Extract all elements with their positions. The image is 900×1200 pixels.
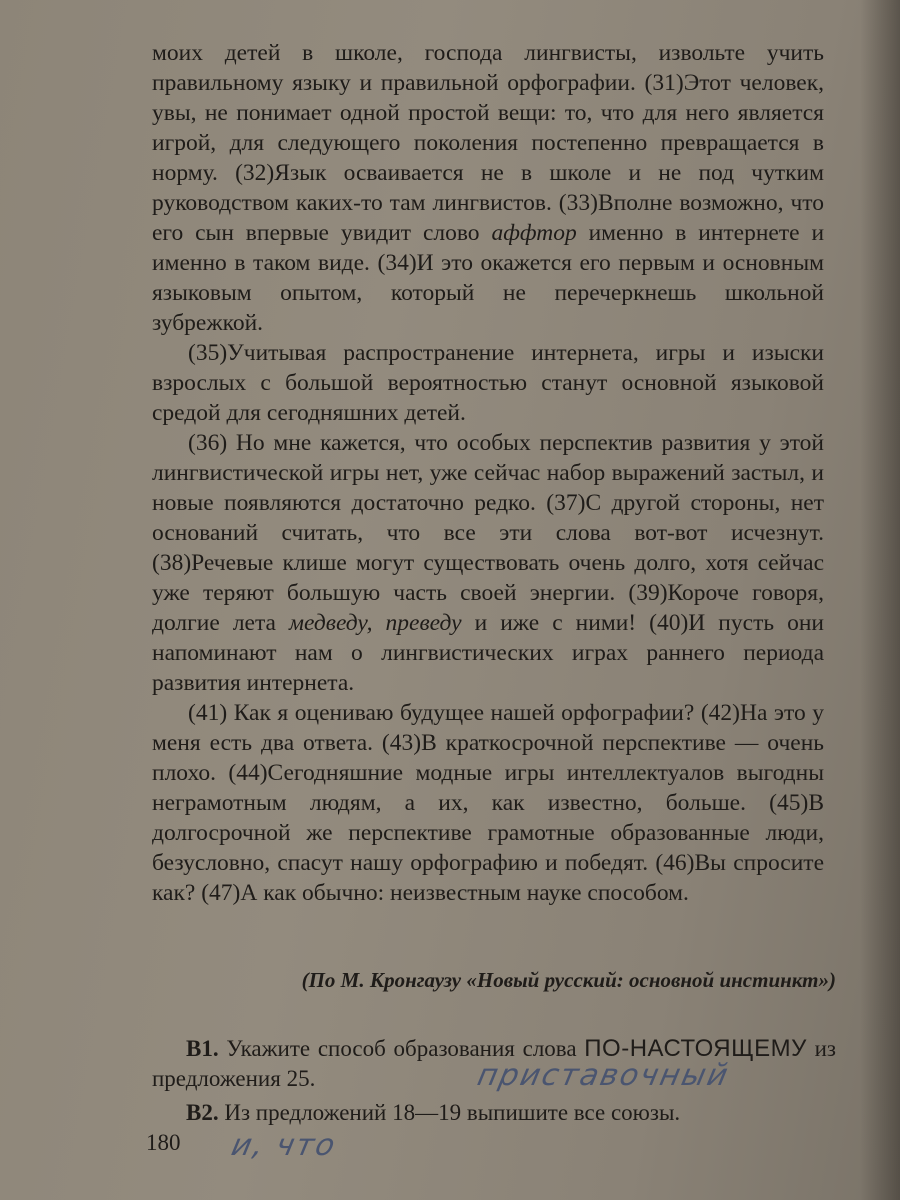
paragraph-3: (36) Но мне кажется, что особых перспектив развития у этой лингвистической игры нет, уже сейчас набор выражений застыл, и новые появляются достаточно редко. (37)С другой стороны, нет оснований считать, что все эти слова вот-вот исчезнут. (38)Речевые клише могут существовать очень долго, хотя сейчас уже теряют большую часть своей энергии. (39)Короче говоря, долгие лета медведу, преведу и иже с ними! (40)И пусть они напоминают нам о лингвистических играх раннего периода развития интернета. <box>152 430 824 696</box>
paragraph-1: моих детей в школе, господа лингвисты, извольте учить правильному языку и правильной орфографии. (31)Этот человек, увы, не понимает одной простой вещи: то, что для него является игрой, для следующего поколения постепенно превращается в норму. (32)Язык осваивается не в школе и не под чутким руководством каких-то там лингвистов. (33)Вполне возможно, что его сын впервые увидит слово аффтор именно в интернете и именно в таком виде. (34)И это окажется его первым и основным языковым опытом, который не перечеркнешь школьной зубрежкой. <box>152 40 825 336</box>
paragraph-4: (41) Как я оцениваю будущее нашей орфографии? (42)На это у меня есть два ответа. (43)В краткосрочной перспективе — очень плохо. (44)Сегодняшние модные игры интеллектуалов выгодны неграмотным людям, а их, как известно, больше. (45)В долгосрочной же перспективе грамотные образованные люди, безусловно, спасут нашу орфографию и победят. (46)Вы спросите как? (47)А как обычно: неизвестным науке способом. <box>152 700 824 906</box>
task-b1-label: B1. <box>186 1036 219 1061</box>
task-b2-label: B2. <box>186 1100 219 1125</box>
page-edge-shadow <box>860 0 900 1200</box>
italic-word-afftor: аффтор <box>491 220 577 246</box>
page-number: 180 <box>146 1130 181 1155</box>
handwritten-answer-b1: приставочный <box>474 1058 733 1093</box>
italic-phrase-medvedu: медведу, преведу <box>289 610 462 636</box>
task-b2: B2. Из предложений 18—19 выпишите все союзы. <box>186 1100 681 1125</box>
body-text <box>152 38 824 908</box>
source-citation: (По М. Кронгаузу «Новый русский: основной инстинкт») <box>301 968 836 992</box>
task-b1-word: ПО-НАСТОЯЩЕМУ <box>584 1035 807 1062</box>
task-b1: B1. Укажите способ образования слова ПО-НАСТОЯЩЕМУ из предложения 25. <box>152 1035 836 1091</box>
paragraph-2: (35)Учитывая распространение интернета, игры и изыски взрослых с большой вероятностью станут основной языковой средой для сегодняшних детей. <box>152 340 824 426</box>
handwritten-answer-b2: и, что <box>228 1128 340 1163</box>
